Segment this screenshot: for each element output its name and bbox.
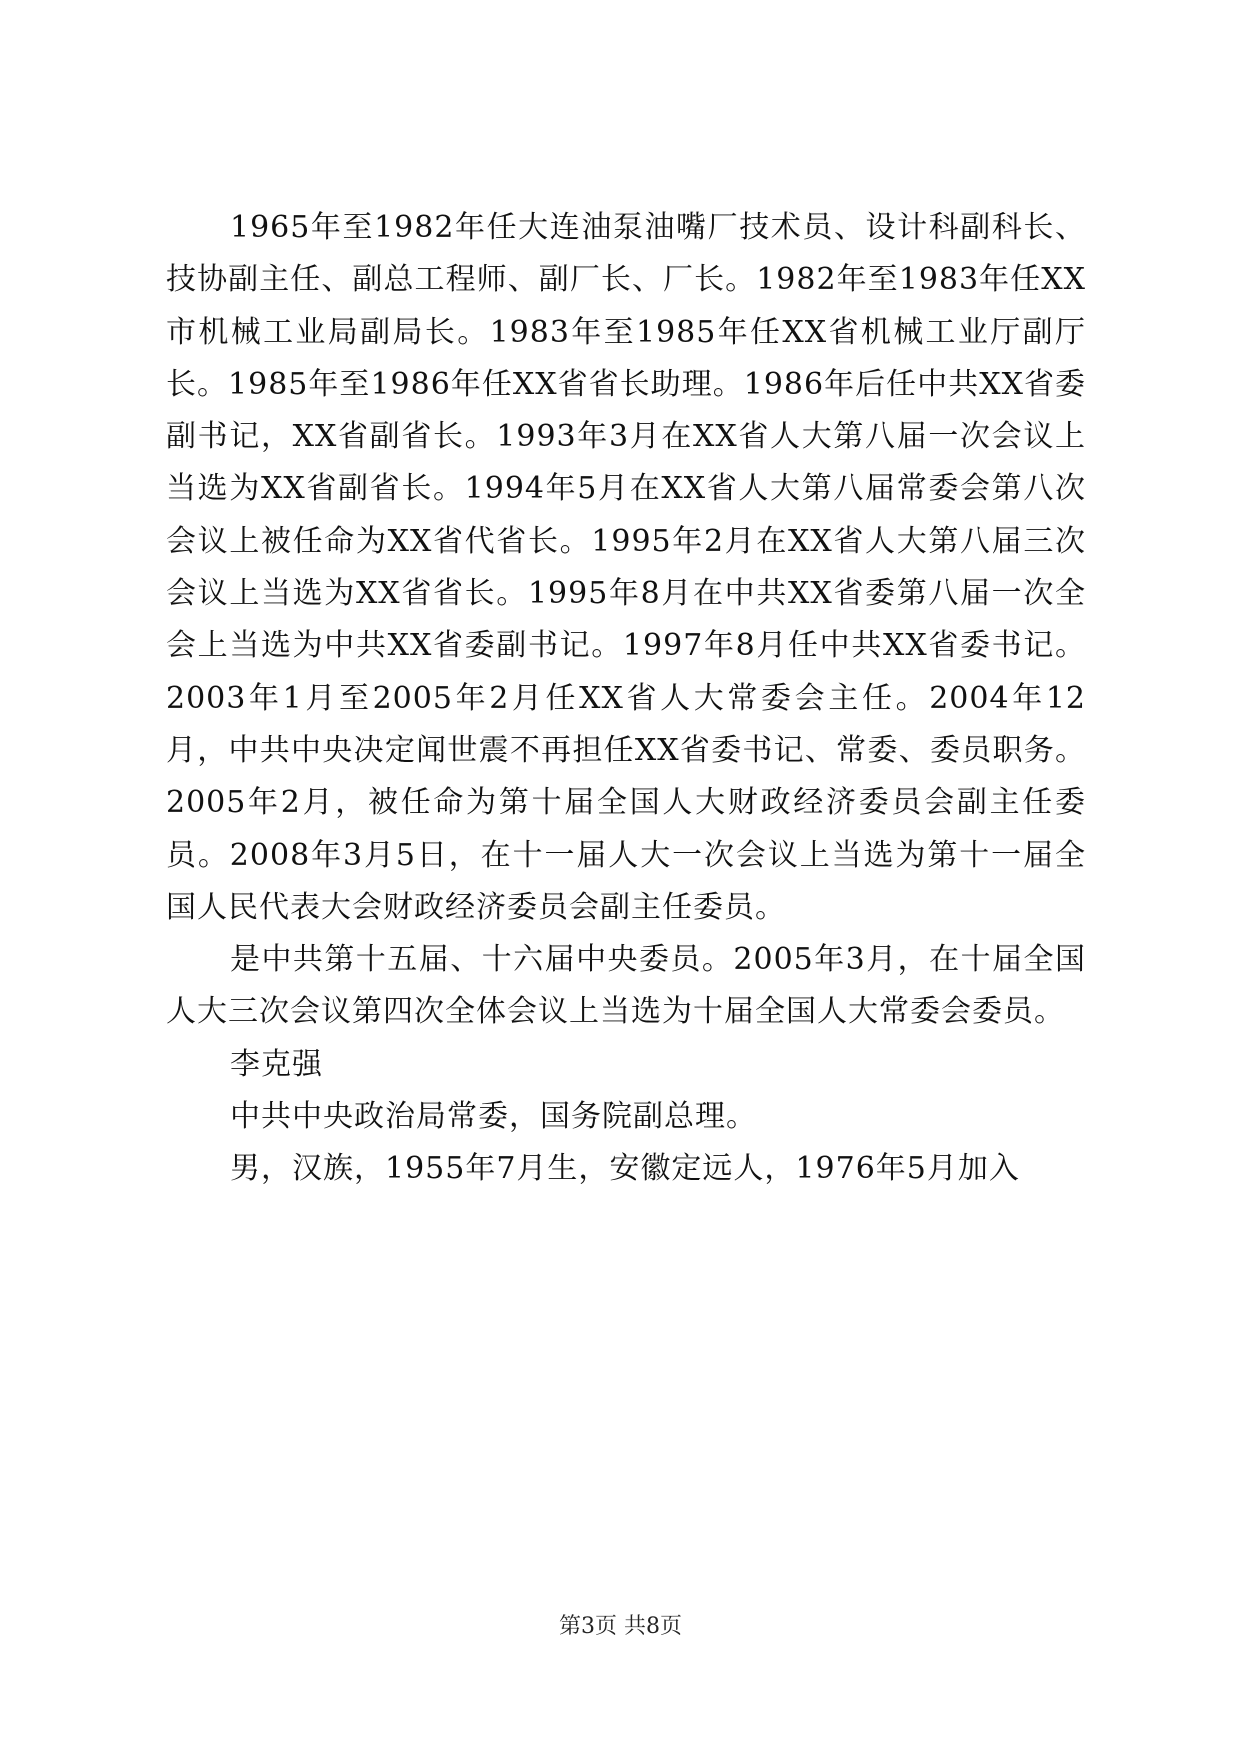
paragraph-biography: 男，汉族，1955年7月生，安徽定远人，1976年5月加入 — [230, 1151, 1020, 1187]
paragraph-position: 中共中央政治局常委，国务院副总理。 — [230, 1099, 757, 1135]
paragraph-committee: 是中共第十五届、十六届中央委员。2005年3月，在十届全国人大三次会议第四次全体会议上当选为十届全国人大常委会委员。 — [166, 942, 1086, 1030]
paragraph-person-name: 李克强 — [230, 1046, 323, 1082]
paragraph-career: 1965年至1982年任大连油泵油嘴厂技术员、设计科副科长、技协副主任、副总工程师、副厂长、厂长。1982年至1983年任XX市机械工业局副局长。1983年至1985年任XX省机械工业厅副厅长。1985年至1986年任XX省省长助理。1986年后任中共XX省委副书记，XX省副省长。1993年3月在XX省人大第八届一次会议上当选为XX省副省长。1994年5月在XX省人大第八届常委会第八次会议上被任命为XX省代省长。1995年2月在XX省人大第八届三次会议上当选为XX省省长。1995年8月在中共XX省委第八届一次全会上当选为中共XX省委副书记。1997年8月任中共XX省委书记。2003年1月至2005年2月任XX省人大常委会主任。2004年12月，中共中央决定闻世震不再担任XX省委书记、常委、委员职务。2005年2月，被任命为第十届全国人大财政经济委员会副主任委员。2008年3月5日，在十一届人大一次会议上当选为第十一届全国人民代表大会财政经济委员会副主任委员。 — [166, 210, 1086, 925]
document-body — [166, 202, 1086, 1196]
page-number: 第3页 共8页 — [559, 1614, 682, 1639]
